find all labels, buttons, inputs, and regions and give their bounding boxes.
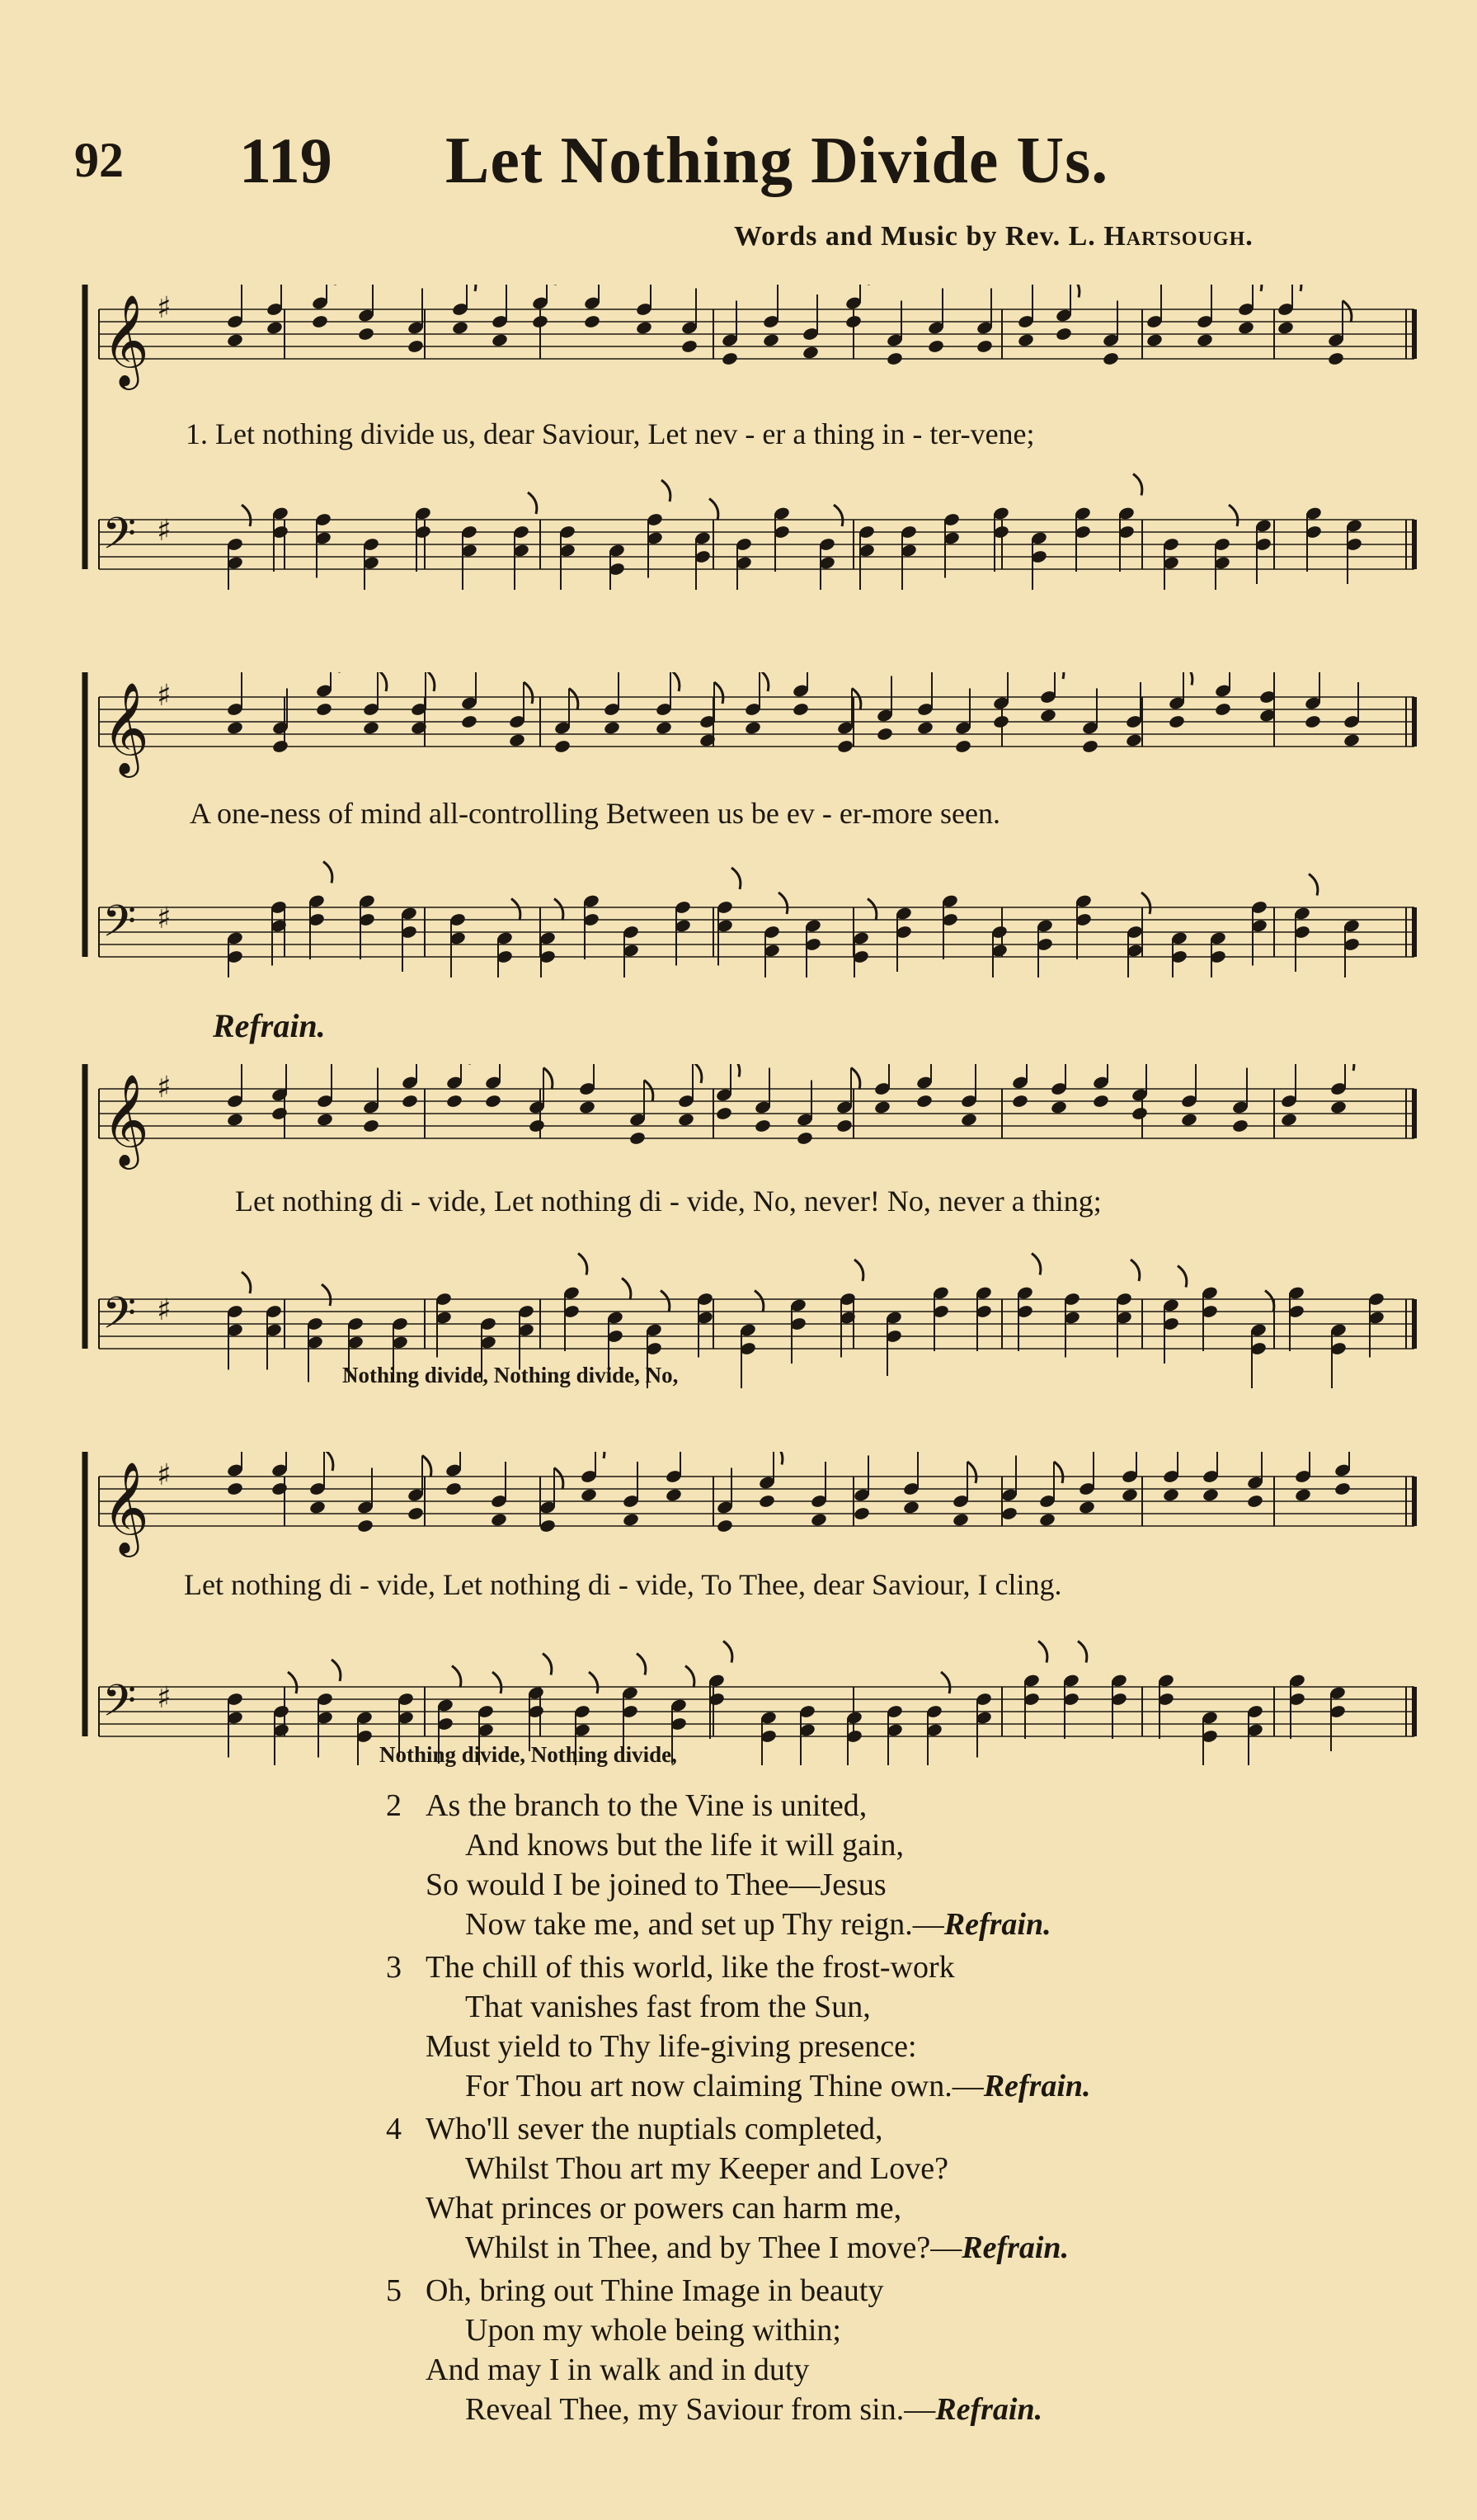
verse-line bbox=[386, 2149, 1091, 2188]
verse-text: Upon my whole being within; bbox=[465, 2313, 841, 2348]
lyric-line-3: Let nothing di - vide, Let nothing di - vide, No, never! No, never a thing; bbox=[235, 1185, 1102, 1218]
verse-line bbox=[386, 2228, 1091, 2268]
verse-text: And knows but the life it will gain, bbox=[465, 1828, 904, 1863]
verse-text: As the branch to the Vine is united, bbox=[426, 1788, 868, 1823]
key-sharp-icon: ♯ bbox=[157, 1071, 172, 1105]
treble-clef-icon: 𝄞 bbox=[102, 1073, 149, 1166]
verse-text: Oh, bring out Thine Image in beauty bbox=[426, 2273, 884, 2308]
page-header bbox=[74, 124, 1394, 214]
staff-bass bbox=[99, 474, 1414, 591]
credit-name: Hartsough. bbox=[1103, 221, 1254, 252]
verse-text: Who'll sever the nuptials completed, bbox=[426, 2112, 883, 2146]
lyric-line-2: A one-ness of mind all-controlling Between us be ev - er-more seen. bbox=[190, 797, 1000, 830]
verse-number: 5 bbox=[386, 2273, 402, 2308]
music-system-4 bbox=[78, 1452, 1431, 1765]
stanza-4 bbox=[386, 2109, 1091, 2268]
verse-line bbox=[386, 2027, 1091, 2066]
verse-text: That vanishes fast from the Sun, bbox=[465, 1990, 871, 2024]
verse-line bbox=[386, 1987, 1091, 2027]
alto-text-4: Nothing divide, Nothing divide, bbox=[379, 1742, 677, 1767]
music-system-1 bbox=[78, 285, 1431, 590]
key-sharp-icon: ♯ bbox=[157, 291, 172, 325]
lyric-line-4: Let nothing di - vide, Let nothing di - vide, To Thee, dear Saviour, I cling. bbox=[184, 1568, 1062, 1601]
verse-line bbox=[386, 2066, 1091, 2106]
key-sharp-icon: ♯ bbox=[157, 679, 172, 713]
verse-text: Must yield to Thy life-giving presence: bbox=[426, 2029, 917, 2064]
music-system-3 bbox=[78, 1064, 1431, 1394]
verse-line bbox=[386, 2109, 1091, 2149]
stanza-5 bbox=[386, 2271, 1091, 2429]
verse-text: So would I be joined to Thee—Jesus bbox=[426, 1868, 887, 1902]
key-sharp-icon: ♯ bbox=[157, 902, 172, 935]
verse-number: 3 bbox=[386, 1950, 402, 1985]
verse-text: And may I in walk and in duty bbox=[426, 2353, 810, 2387]
refrain-label: Refrain. bbox=[213, 1007, 326, 1044]
stanza-2 bbox=[386, 1786, 1091, 1944]
lyric-line-1: 1. Let nothing divide us, dear Saviour, Let nev - er a thing in - ter-vene; bbox=[186, 417, 1035, 450]
treble-clef-icon: 𝄞 bbox=[102, 1461, 149, 1553]
staff-notation-4 bbox=[78, 1452, 1431, 1765]
music-system-2 bbox=[78, 672, 1431, 977]
staff-notation-3 bbox=[78, 1064, 1431, 1394]
verse-line bbox=[386, 2350, 1091, 2390]
staff-treble bbox=[99, 285, 1414, 390]
bass-clef-icon: 𝄢 bbox=[102, 1676, 137, 1737]
bass-clef-icon: 𝄢 bbox=[102, 897, 137, 958]
verse-refrain-cue: Refrain. bbox=[943, 1907, 1051, 1942]
verse-refrain-cue: Refrain. bbox=[962, 2230, 1070, 2265]
verse-line bbox=[386, 1825, 1091, 1865]
verse-text: Now take me, and set up Thy reign.— bbox=[465, 1907, 944, 1942]
key-sharp-icon: ♯ bbox=[157, 514, 172, 548]
verse-line bbox=[386, 2310, 1091, 2350]
verse-refrain-cue: Refrain. bbox=[983, 2069, 1091, 2103]
treble-clef-icon: 𝄞 bbox=[102, 681, 149, 774]
page-number: 92 bbox=[74, 133, 124, 187]
staff-treble bbox=[99, 1064, 1414, 1170]
verse-text: Whilst Thou art my Keeper and Love? bbox=[465, 2151, 948, 2186]
staff-treble bbox=[99, 672, 1414, 778]
stanza-3 bbox=[386, 1948, 1091, 2106]
credit-line bbox=[734, 221, 1254, 252]
verse-number: 4 bbox=[386, 2112, 402, 2146]
key-sharp-icon: ♯ bbox=[157, 1681, 172, 1715]
verse-line bbox=[386, 2271, 1091, 2310]
verse-line bbox=[386, 1948, 1091, 1987]
bass-clef-icon: 𝄢 bbox=[102, 1288, 137, 1349]
verse-text: For Thou art now claiming Thine own.— bbox=[465, 2069, 984, 2103]
verse-line bbox=[386, 1865, 1091, 1905]
verse-line bbox=[386, 2188, 1091, 2228]
bass-clef-icon: 𝄢 bbox=[102, 509, 137, 570]
key-sharp-icon: ♯ bbox=[157, 1458, 172, 1492]
hymn-number: 119 bbox=[239, 125, 332, 196]
staff-bass bbox=[99, 862, 1414, 978]
alto-text-3: Nothing divide, Nothing divide, No, bbox=[342, 1363, 679, 1387]
verse-text: The chill of this world, like the frost-work bbox=[426, 1950, 955, 1985]
verse-refrain-cue: Refrain. bbox=[935, 2392, 1043, 2427]
staff-bass bbox=[99, 1642, 1414, 1766]
verse-text: What princes or powers can harm me, bbox=[426, 2191, 902, 2226]
verse-line bbox=[386, 2390, 1091, 2429]
key-sharp-icon: ♯ bbox=[157, 1293, 172, 1327]
staff-treble bbox=[99, 1452, 1414, 1557]
verses-block bbox=[386, 1786, 1091, 2433]
hymn-title: Let Nothing Divide Us. bbox=[445, 125, 1109, 197]
credit-prefix: Words and Music by Rev. L. bbox=[734, 221, 1104, 252]
staff-bass bbox=[99, 1254, 1414, 1389]
verse-line bbox=[386, 1786, 1091, 1825]
verse-text: Reveal Thee, my Saviour from sin.— bbox=[465, 2392, 936, 2427]
treble-clef-icon: 𝄞 bbox=[102, 294, 149, 386]
verse-line bbox=[386, 1905, 1091, 1944]
verse-text: Whilst in Thee, and by Thee I move?— bbox=[465, 2230, 962, 2265]
verse-number: 2 bbox=[386, 1788, 402, 1823]
